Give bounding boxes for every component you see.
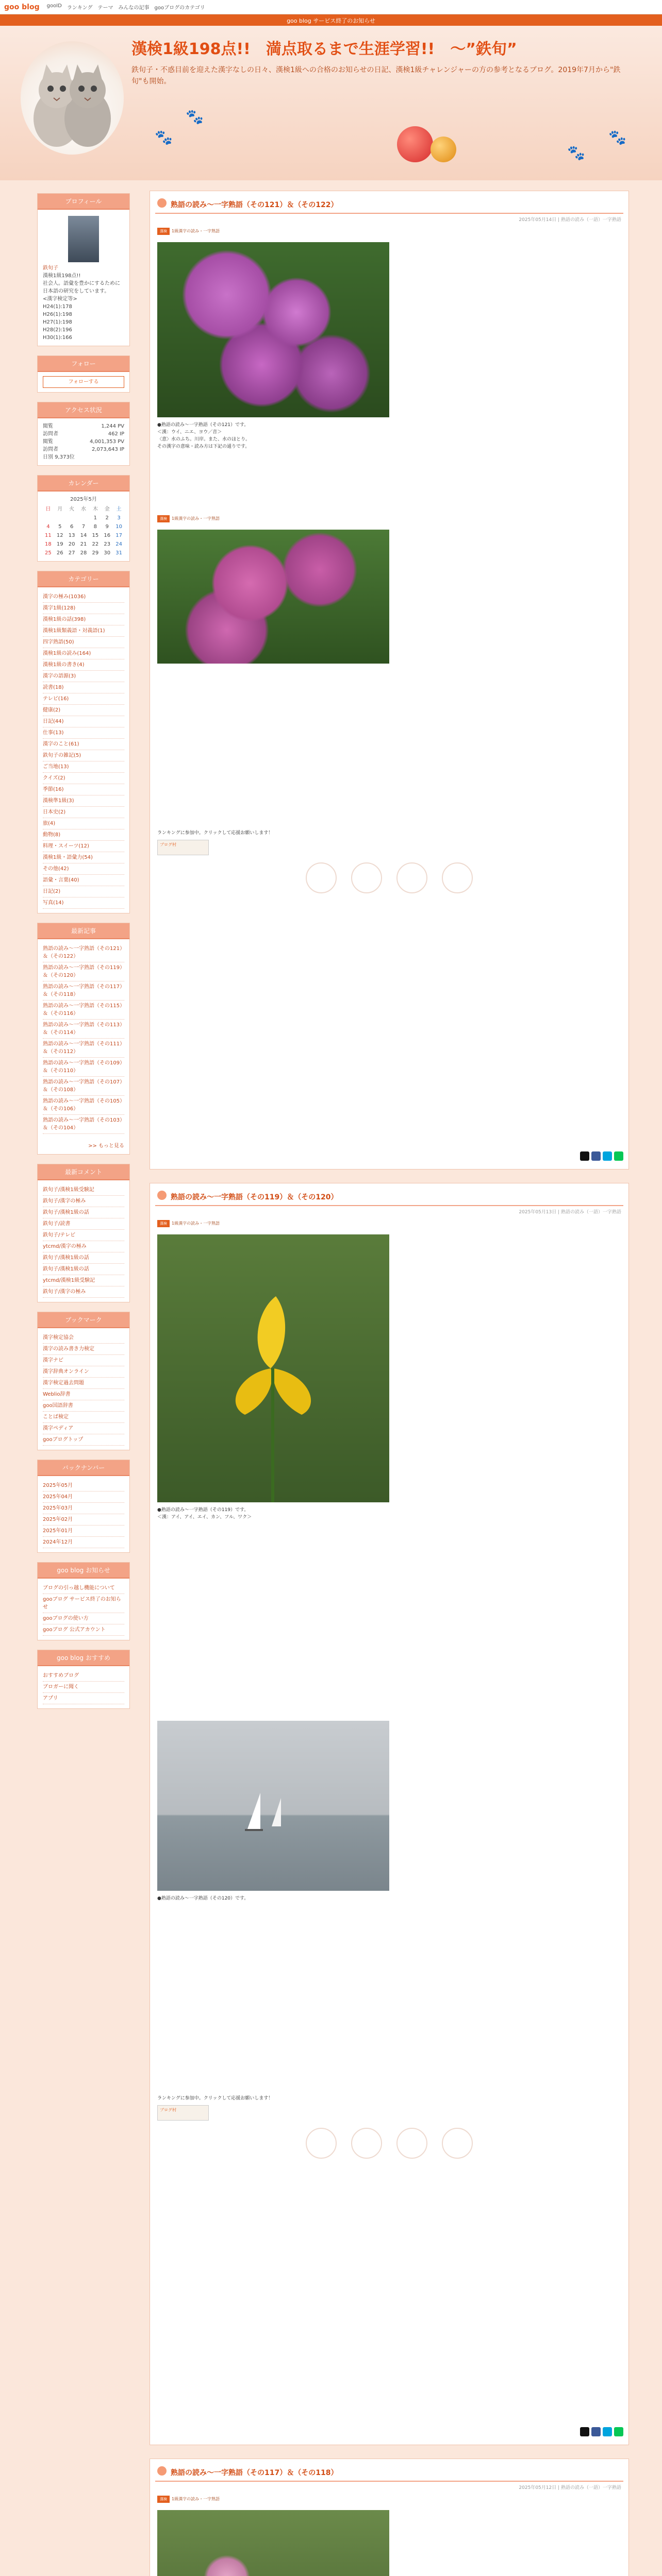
kittens-image <box>21 41 124 155</box>
calendar-date[interactable]: 25 <box>45 550 52 556</box>
paw-icon: 🐾 <box>567 144 585 161</box>
calendar-date[interactable]: 12 <box>56 533 63 538</box>
bookmark-link[interactable]: goo国語辞書 <box>43 1400 124 1412</box>
calendar-date[interactable]: 13 <box>68 533 75 538</box>
recent-post-link[interactable]: 熟語の読み～一字熟語（その109）＆（その110） <box>43 1058 124 1077</box>
calendar-weekday: 月 <box>57 506 63 512</box>
blogmura-banner[interactable]: ブログ村 <box>157 840 209 855</box>
calendar-date[interactable]: 18 <box>45 541 52 547</box>
x-share-icon[interactable] <box>580 2427 589 2436</box>
left-sidebar <box>37 193 130 1718</box>
notice-heading: goo blog お知らせ <box>38 1563 129 1579</box>
bookmark-heading: ブックマーク <box>38 1312 129 1328</box>
osusume-box <box>37 1650 130 1709</box>
backnumber-link[interactable]: 2025年04月 <box>43 1492 124 1503</box>
category-link[interactable]: クイズ(2) <box>43 773 124 784</box>
calendar-heading: カレンダー <box>38 476 129 492</box>
category-link[interactable]: 漢検1級の読み(164) <box>43 648 124 659</box>
post-title[interactable]: 熟語の読み～一字熟語（その117）＆（その118） <box>155 2464 623 2482</box>
reaction-button[interactable] <box>306 2128 337 2159</box>
calendar-date[interactable]: 26 <box>56 550 63 556</box>
access-box <box>37 402 130 466</box>
access-label: 訪問者 <box>43 447 58 452</box>
ranking-text: ランキングに参加中。クリックして応援お願いします！ <box>157 831 273 836</box>
category-link[interactable]: 漢字のこと(61) <box>43 739 124 750</box>
calendar-date[interactable]: 20 <box>68 541 75 547</box>
post-text: ●熟語の読み～一字熟語（その121）です。 <box>157 422 249 428</box>
iris-photo <box>157 1234 389 1502</box>
post-title[interactable]: 熟語の読み～一字熟語（その119）＆（その120） <box>155 1189 623 1206</box>
recent-comment-link[interactable]: ytcmd/漢検1級受験記 <box>43 1275 124 1286</box>
category-link[interactable]: 漢字の語源(3) <box>43 671 124 682</box>
post-date[interactable]: 2025年05月13日 | 熟語の読み（一語）一字熟語 <box>519 1210 621 1215</box>
profile-heading: プロフィール <box>38 194 129 210</box>
category-link[interactable]: 漢検1級の書き(4) <box>43 659 124 671</box>
access-value: 2,073,643 IP <box>91 447 124 452</box>
notice-bar <box>0 14 662 26</box>
badge-text: 1級漢字の読み・一字熟語 <box>172 2497 220 2501</box>
recent-post-link[interactable]: 熟語の読み～一字熟語（その117）＆（その118） <box>43 981 124 1001</box>
backnumber-link[interactable]: 2025年03月 <box>43 1503 124 1514</box>
bookmark-link[interactable]: 漢字ナビ <box>43 1355 124 1366</box>
main-content <box>150 191 629 2576</box>
calendar-date[interactable]: 27 <box>68 550 75 556</box>
calendar-date[interactable]: 29 <box>92 550 99 556</box>
category-link[interactable]: 日記(2) <box>43 886 124 897</box>
calendar-weekday: 日 <box>45 506 51 512</box>
top-link[interactable]: テーマ <box>97 5 113 11</box>
reaction-buttons <box>157 862 621 893</box>
badge-text: 1級漢字の読み・一字熟語 <box>172 1221 220 1226</box>
calendar-date[interactable]: 7 <box>81 524 86 530</box>
calendar-weekday: 木 <box>92 506 98 512</box>
notice-link[interactable]: gooブログ 公式アカウント <box>43 1624 124 1636</box>
facebook-share-icon[interactable] <box>591 1151 601 1161</box>
recent-post-link[interactable]: 熟語の読み～一字熟語（その105）＆（その106） <box>43 1096 124 1115</box>
category-link[interactable]: 健康(2) <box>43 705 124 716</box>
facebook-share-icon[interactable] <box>591 2427 601 2436</box>
backnumber-link[interactable]: 2025年05月 <box>43 1480 124 1492</box>
post-text: その漢字の意味・読み方は下記の通りです。 <box>157 444 250 449</box>
category-link[interactable]: 漢字の極み(1036) <box>43 591 124 603</box>
calendar-date[interactable]: 17 <box>115 533 122 538</box>
osusume-heading: goo blog おすすめ <box>38 1650 129 1666</box>
profile-box <box>37 193 130 346</box>
calendar-weekday: 水 <box>80 506 86 512</box>
calendar-date <box>55 514 65 522</box>
recent-comment-link[interactable]: 鉄旬子/漢字の極み <box>43 1196 124 1207</box>
top-links <box>47 3 205 11</box>
reaction-button[interactable] <box>442 862 473 893</box>
recent-comment-link[interactable]: 鉄旬子/漢検1級の話 <box>43 1207 124 1218</box>
post-badge[interactable] <box>157 228 220 235</box>
recent-comments-heading: 最新コメント <box>38 1164 129 1180</box>
category-box <box>37 571 130 913</box>
post-title[interactable]: 熟語の読み～一字熟語（その121）＆（その122） <box>155 196 623 214</box>
category-link[interactable]: 漢検準1級(3) <box>43 795 124 807</box>
badge-text: 1級漢字の読み・一字熟語 <box>172 516 220 521</box>
paw-icon: 🐾 <box>608 129 626 146</box>
hatena-share-icon[interactable] <box>603 1151 612 1161</box>
paw-icon: 🐾 <box>155 129 173 146</box>
bookmark-link[interactable]: Weblio辞書 <box>43 1389 124 1400</box>
calendar-date[interactable]: 22 <box>92 541 99 547</box>
bookmark-link[interactable]: 漢字検定協会 <box>43 1332 124 1344</box>
calendar-date[interactable]: 4 <box>46 524 50 530</box>
category-link[interactable]: 動物(8) <box>43 829 124 841</box>
post-badge[interactable] <box>157 1220 220 1227</box>
post-text: ●熟語の読み～一字熟語（その119）です。 <box>157 1507 249 1513</box>
category-link[interactable]: 読書(18) <box>43 682 124 693</box>
yarn-ball-icon <box>397 126 433 162</box>
bookmark-link[interactable]: 漢字の読み書き力検定 <box>43 1344 124 1355</box>
kanken-icon: 漢検 <box>157 2496 170 2503</box>
calendar-date[interactable]: 19 <box>56 541 63 547</box>
access-label: 訪問者 <box>43 431 58 437</box>
category-link[interactable]: 鉄旬子の雑記(5) <box>43 750 124 761</box>
profile-avatar[interactable] <box>68 216 99 262</box>
access-value: 4,001,353 PV <box>90 439 124 445</box>
calendar-date[interactable]: 23 <box>104 541 111 547</box>
follow-box <box>37 355 130 393</box>
calendar-date <box>78 514 89 522</box>
flower-photo <box>157 2510 389 2576</box>
calendar-box <box>37 475 130 562</box>
calendar-date[interactable]: 11 <box>45 533 52 538</box>
bookmark-box <box>37 1312 130 1450</box>
calendar-date[interactable]: 2 <box>105 515 109 521</box>
hatena-share-icon[interactable] <box>603 2427 612 2436</box>
osusume-link[interactable]: おすすめブログ <box>43 1670 124 1682</box>
category-link[interactable]: 四字熟語(50) <box>43 637 124 648</box>
access-heading: アクセス状況 <box>38 402 129 418</box>
post-date[interactable]: 2025年05月14日 | 熟語の読み（一語）一字熟語 <box>519 217 621 223</box>
backnumber-link[interactable]: 2024年12月 <box>43 1537 124 1548</box>
backnumber-box <box>37 1460 130 1553</box>
follow-button[interactable]: フォローする <box>43 376 124 388</box>
recent-post-link[interactable]: 熟語の読み～一字熟語（その111）＆（その112） <box>43 1039 124 1058</box>
recent-comment-link[interactable]: 鉄旬子/テレビ <box>43 1230 124 1241</box>
blog-header <box>0 26 662 180</box>
calendar-date[interactable]: 5 <box>58 524 62 530</box>
post-date[interactable]: 2025年05月12日 | 熟語の読み（一語）一字熟語 <box>519 2485 621 2490</box>
reaction-button[interactable] <box>306 862 337 893</box>
recent-comment-link[interactable]: 鉄旬子/漢検1級受験記 <box>43 1184 124 1196</box>
backnumber-heading: バックナンバー <box>38 1460 129 1476</box>
category-link[interactable]: その他(42) <box>43 863 124 875</box>
blogmura-banner[interactable]: ブログ村 <box>157 2105 209 2121</box>
reaction-button[interactable] <box>396 862 427 893</box>
recent-comment-link[interactable]: ytcmd/漢字の極み <box>43 1241 124 1252</box>
bookmark-link[interactable]: 漢字辞典オンライン <box>43 1366 124 1378</box>
recent-post-link[interactable]: 熟語の読み～一字熟語（その107）＆（その108） <box>43 1077 124 1096</box>
category-link[interactable]: 漢検1級・語彙力(54) <box>43 852 124 863</box>
recent-post-link[interactable]: 熟語の読み～一字熟語（その115）＆（その116） <box>43 1001 124 1020</box>
post-text: ＜漢：ウイ、ニエ、ヨウ／音＞ <box>157 430 222 435</box>
ranking-text: ランキングに参加中。クリックして応援お願いします！ <box>157 2096 273 2101</box>
recent-posts-heading: 最新記事 <box>38 923 129 939</box>
post-badge[interactable] <box>157 2496 220 2503</box>
top-link[interactable]: gooブログのカテゴリ <box>154 5 205 11</box>
osusume-link[interactable]: アプリ <box>43 1693 124 1704</box>
goo-logo[interactable]: goo blog <box>4 3 40 11</box>
kanken-icon: 漢検 <box>157 228 170 235</box>
badge-text: 1級漢字の読み・一字熟語 <box>172 229 220 233</box>
recent-comment-link[interactable]: 鉄旬子/漢字の極み <box>43 1286 124 1298</box>
reaction-button[interactable] <box>351 2128 382 2159</box>
calendar-date[interactable]: 28 <box>80 550 87 556</box>
recent-posts-box <box>37 923 130 1155</box>
access-value: 1,244 PV <box>101 423 124 429</box>
calendar-date[interactable]: 1 <box>93 515 97 521</box>
share-buttons <box>580 2427 623 2436</box>
paw-icon: 🐾 <box>186 108 204 125</box>
flower-photo <box>157 530 389 664</box>
calendar-date[interactable]: 15 <box>92 533 99 538</box>
post-text: ＜漢：アイ、アイ、エイ、カン、フル、ワク＞ <box>157 1515 252 1520</box>
category-link[interactable]: 旅(4) <box>43 818 124 829</box>
share-buttons <box>580 1151 623 1161</box>
category-link[interactable]: 季節(16) <box>43 784 124 795</box>
notice-link[interactable]: gooブログの使い方 <box>43 1613 124 1624</box>
sailboat-photo <box>157 1721 389 1891</box>
x-share-icon[interactable] <box>580 1151 589 1161</box>
calendar-date[interactable]: 8 <box>93 524 97 530</box>
reaction-button[interactable] <box>351 862 382 893</box>
blog-title[interactable]: 漢検1級198点!! 満点取るまで生涯学習!! ～”鉄旬” <box>131 40 517 58</box>
category-link[interactable]: 漢検1級の話(398) <box>43 614 124 625</box>
notice-box <box>37 1562 130 1640</box>
more-link[interactable]: >> もっと見る <box>88 1143 124 1149</box>
recent-comments-box <box>37 1164 130 1302</box>
recent-post-link[interactable]: 熟語の読み～一字熟語（その113）＆（その114） <box>43 1020 124 1039</box>
category-link[interactable]: 日本史(2) <box>43 807 124 818</box>
kanken-icon: 漢検 <box>157 1220 170 1227</box>
top-link[interactable]: ランキング <box>67 5 93 11</box>
post <box>150 191 629 1170</box>
calendar-date <box>43 514 54 522</box>
osusume-link[interactable]: ブロガーに聞く <box>43 1682 124 1693</box>
bookmark-link[interactable]: ことば検定 <box>43 1412 124 1423</box>
category-link[interactable]: 日記(44) <box>43 716 124 727</box>
profile-text: 漢検1級198点!! 社会人。語彙を豊かにするために日本語の研究をしています。 <漢字検定等> H24(1):178 H26(1):198 H27(1):198 H28(2):196 H30(1):166 <box>43 273 120 341</box>
line-share-icon[interactable] <box>614 2427 623 2436</box>
reaction-button[interactable] <box>396 2128 427 2159</box>
recent-post-link[interactable]: 熟語の読み～一字熟語（その119）＆（その120） <box>43 962 124 981</box>
calendar-date[interactable]: 14 <box>80 533 87 538</box>
category-link[interactable]: 漢字1級(128) <box>43 603 124 614</box>
bookmark-link[interactable]: 漢字ペディア <box>43 1423 124 1434</box>
blog-description: 鉄旬子・不惑目前を迎えた漢字なしの日々、漢検1級への合格のお知らせの日記、漢検1級チャレンジャーの方の参考となるブログ。2019年7月から"鉄旬"も開始。 <box>131 66 621 86</box>
calendar-date[interactable]: 3 <box>117 515 121 521</box>
follow-heading: フォロー <box>38 356 129 372</box>
calendar-date[interactable]: 9 <box>105 524 109 530</box>
access-ranking: 日別 9,373位 <box>43 454 75 460</box>
bookmark-link[interactable]: gooブログトップ <box>43 1434 124 1446</box>
calendar-date[interactable]: 24 <box>115 541 122 547</box>
post <box>150 1183 629 2445</box>
service-end-notice[interactable]: goo blog サービス終了のお知らせ <box>287 18 375 24</box>
calendar-weekday: 金 <box>104 506 110 512</box>
calendar-date[interactable]: 6 <box>70 524 74 530</box>
post-badge[interactable] <box>157 515 220 522</box>
calendar-weekday: 土 <box>116 506 122 512</box>
calendar-month: 2025年5月 <box>70 497 97 502</box>
yarn-ball-icon <box>431 137 456 162</box>
calendar-date <box>67 514 77 522</box>
kanken-icon: 漢検 <box>157 515 170 522</box>
access-label: 閲覧 <box>43 423 53 429</box>
access-value: 462 IP <box>108 431 124 437</box>
top-bar <box>0 0 662 14</box>
backnumber-link[interactable]: 2025年01月 <box>43 1526 124 1537</box>
notice-link[interactable]: ブログの引っ越し機能について <box>43 1583 124 1594</box>
calendar-weekday: 火 <box>69 506 75 512</box>
line-share-icon[interactable] <box>614 1151 623 1161</box>
category-link[interactable]: 仕事(13) <box>43 727 124 739</box>
category-link[interactable]: テレビ(16) <box>43 693 124 705</box>
recent-post-link[interactable]: 熟語の読み～一字熟語（その121）＆（その122） <box>43 943 124 962</box>
access-label: 閲覧 <box>43 439 53 445</box>
profile-name[interactable]: 鉄旬子 <box>43 265 58 271</box>
calendar-date[interactable]: 21 <box>80 541 87 547</box>
post-text: 〈意〉水のふち。川岸。また、水のほとり。 <box>157 437 251 442</box>
recent-comment-link[interactable]: 鉄旬子/漢検1級の話 <box>43 1252 124 1264</box>
top-link[interactable]: gooID <box>46 3 62 9</box>
post-text: ●熟語の読み～一字熟語（その120）です。 <box>157 1896 249 1901</box>
reaction-buttons <box>157 2128 621 2159</box>
calendar-date[interactable]: 10 <box>115 524 122 530</box>
calendar-date[interactable]: 30 <box>104 550 111 556</box>
notice-link[interactable]: gooブログ サービス終了のお知らせ <box>43 1594 124 1613</box>
calendar-date[interactable]: 16 <box>104 533 111 538</box>
category-link[interactable]: 料理・スイーツ(12) <box>43 841 124 852</box>
recent-comment-link[interactable]: 鉄旬子/漢検1級の話 <box>43 1264 124 1275</box>
post <box>150 2459 629 2576</box>
top-link[interactable]: みんなの記事 <box>118 5 150 11</box>
category-link[interactable]: 漢検1級類義語・対義語(1) <box>43 625 124 637</box>
category-link[interactable]: 写真(14) <box>43 897 124 909</box>
recent-comment-link[interactable]: 鉄旬子/読書 <box>43 1218 124 1230</box>
backnumber-link[interactable]: 2025年02月 <box>43 1514 124 1526</box>
category-link[interactable]: 語彙・言葉(40) <box>43 875 124 886</box>
category-heading: カテゴリー <box>38 571 129 587</box>
calendar-date[interactable]: 31 <box>115 550 122 556</box>
recent-post-link[interactable]: 熟語の読み～一字熟語（その103）＆（その104） <box>43 1115 124 1134</box>
calendar-grid <box>43 505 124 557</box>
flower-photo <box>157 242 389 417</box>
reaction-button[interactable] <box>442 2128 473 2159</box>
category-link[interactable]: ご当地(13) <box>43 761 124 773</box>
bookmark-link[interactable]: 漢字検定過去問題 <box>43 1378 124 1389</box>
